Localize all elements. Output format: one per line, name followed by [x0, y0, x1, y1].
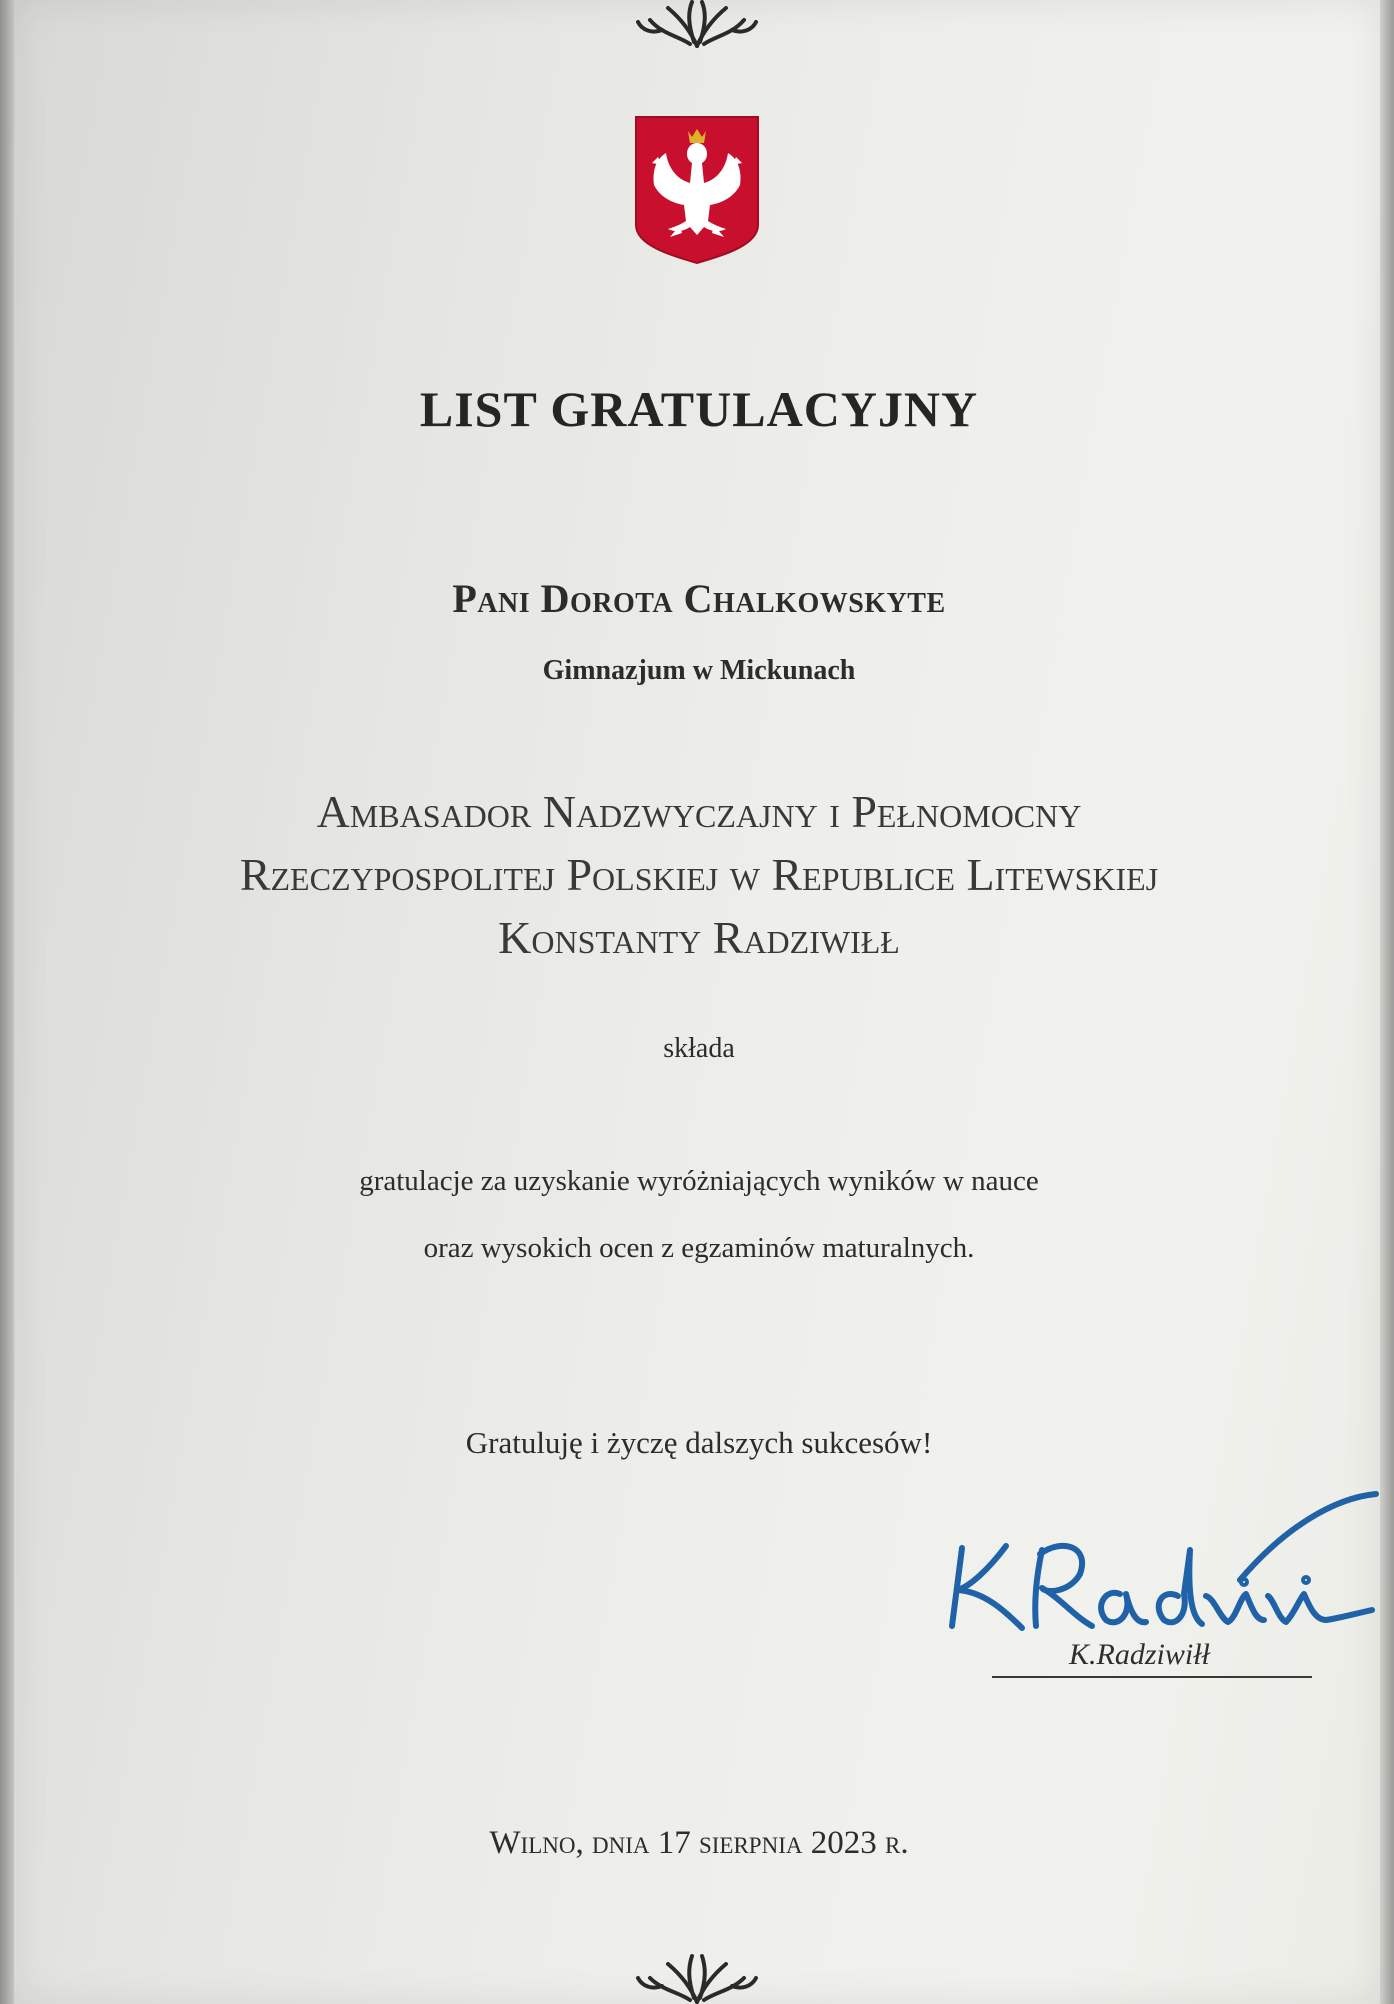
signature-line: [992, 1676, 1312, 1678]
handwritten-signature: [944, 1488, 1380, 1648]
verb-text: składa: [663, 1033, 735, 1064]
polish-white-eagle-emblem-icon: [634, 115, 760, 265]
ornament-flourish-icon: [632, 1952, 762, 2004]
body-line-2: oraz wysokich ocen z egzaminów maturalnych.: [423, 1232, 975, 1264]
ambassador-line-2: Rzeczypospolitej Polskiej w Republice Litewskiej: [239, 849, 1159, 900]
ambassador-line-3: Konstanty Radziwiłł: [498, 912, 900, 963]
place-and-date: Wilno, dnia 17 sierpnia 2023 r.: [489, 1825, 909, 1861]
document-title: LIST GRATULACYJNY: [419, 381, 979, 437]
ambassador-line-1: Ambasador Nadzwyczajny i Pełnomocny: [316, 786, 1082, 837]
certificate-paper: [14, 0, 1380, 2004]
closing-wish: Gratuluję i życzę dalszych sukcesów!: [465, 1425, 933, 1460]
signer-name: K.Radziwiłł: [1069, 1638, 1210, 1671]
paper-shadow-right: [1380, 0, 1394, 2004]
body-line-1: gratulacje za uzyskanie wyróżniających wyników w nauce: [359, 1165, 1039, 1197]
ornament-flourish-icon: [632, 0, 762, 52]
recipient-name: Pani Dorota Chalkowskyte: [452, 576, 946, 621]
paper-shadow-left: [0, 0, 14, 2004]
school-name: Gimnazjum w Mickunach: [542, 655, 856, 686]
